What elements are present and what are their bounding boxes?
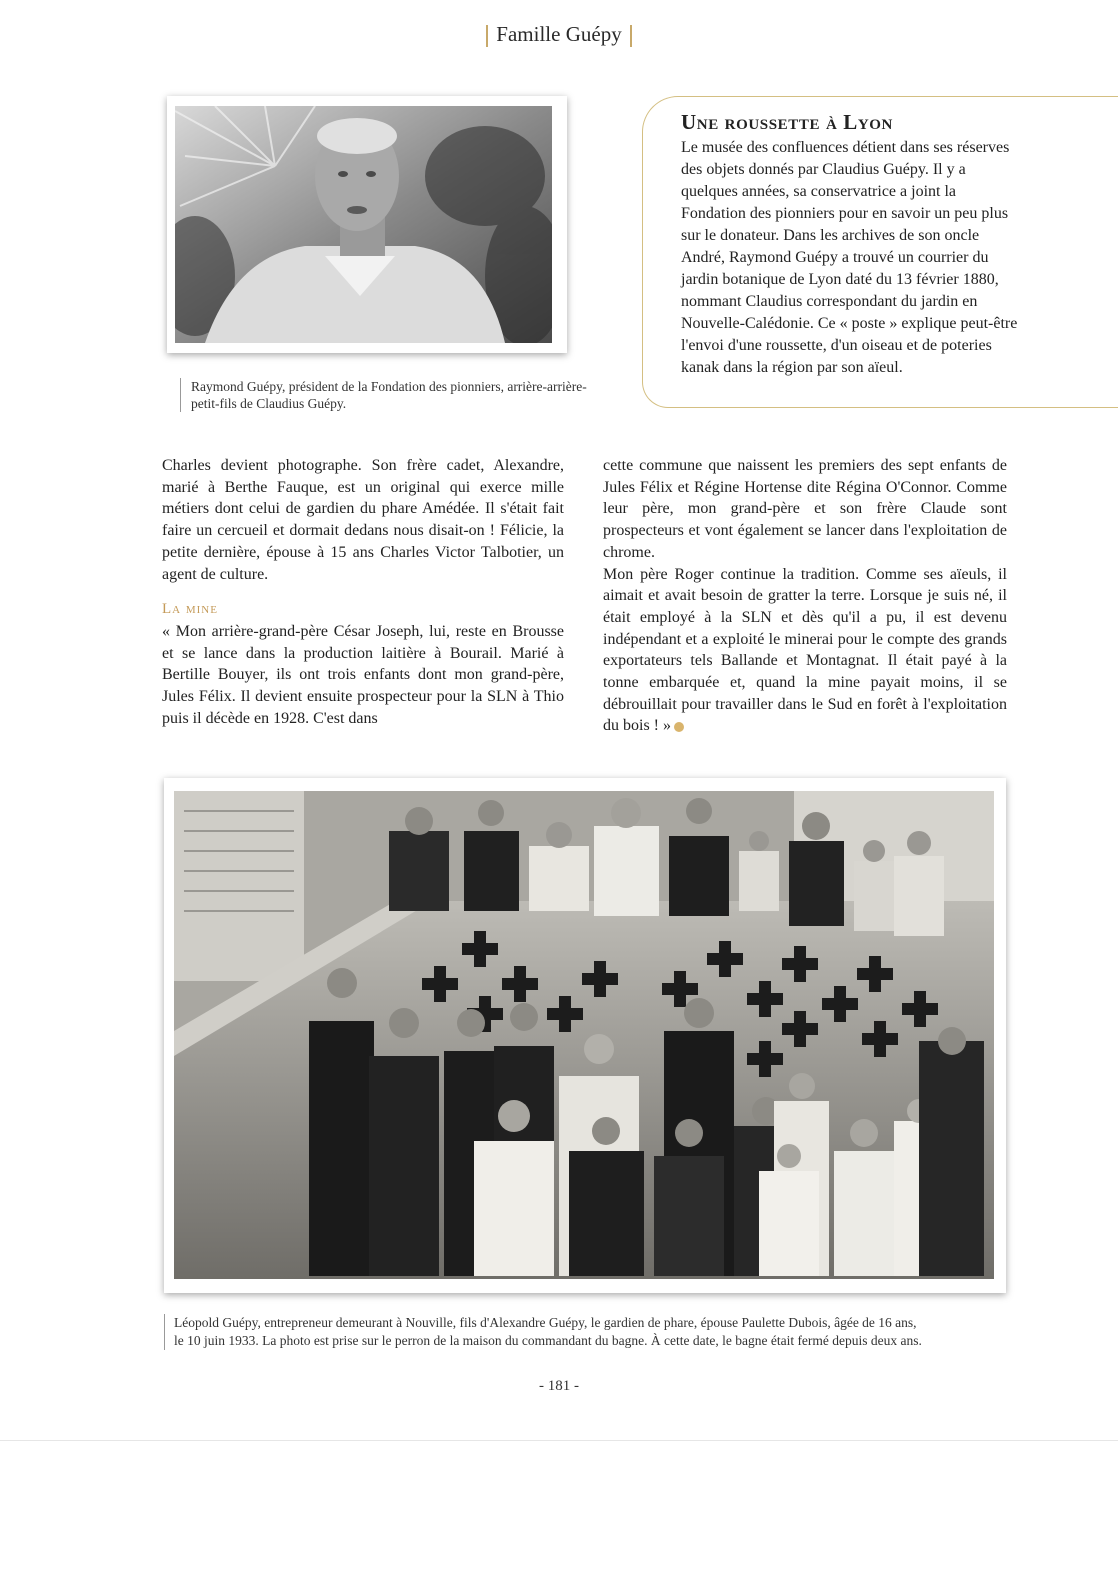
portrait-photo-frame <box>167 96 567 353</box>
article-paragraph: cette commune que naissent les premiers des sept enfants de Jules Félix et Régine Hortense dite Régina O'Connor. Comme leur père, mon grand-père et son frère Claude sont prospecteurs et vont également se lancer dans l'exploitation de chrome. <box>603 457 1007 561</box>
caption-line: Léopold Guépy, entrepreneur demeurant à Nouville, fils d'Alexandre Guépy, le gardien de phare, épouse Paulette Dubois, âgée de 16 ans, <box>174 1315 917 1330</box>
page-number: - 181 - <box>539 1378 579 1394</box>
section-subheading: La mine <box>162 601 218 618</box>
group-photo <box>174 791 994 1279</box>
article-column-left <box>162 455 564 729</box>
article-paragraph: Mon père Roger continue la tradition. Comme ses aïeuls, il aimait et avait besoin de gratter la terre. Lorsque je suis né, il était employé à la SLN et dès qu'il a pu, il est devenu indépendant et a exploité le minerai pour le compte des grands exportateurs tels Ballande et Montagnat. Il était payé à la tonne embarquée et, quand la mine payait moins, il se débrouillait pour travailler dans le Sud en forêt à l'exploitation du bois ! » <box>603 565 1007 735</box>
sidebar-title: Une roussette à Lyon <box>681 110 893 134</box>
end-mark-icon <box>674 722 684 732</box>
portrait-photo <box>175 106 552 343</box>
portrait-caption: Raymond Guépy, président de la Fondation des pionniers, arrière-arrière-petit-fils de Claudius Guépy. <box>180 378 591 412</box>
sidebar-text: Le musée des confluences détient dans ses réserves des objets donnés par Claudius Guépy. Il y a quelques années, sa conservatrice a joint la Fondation des pionniers pour en savoir un peu plus sur le donateur. Dans les archives de son oncle André, Raymond Guépy a trouvé un courrier du jardin botanique de Lyon daté du 13 février 1880, nommant Claudius correspondant du jardin en Nouvelle-Calédonie. Ce « poste » explique peut-être l'envoi d'une roussette, d'un oiseau et de poteries kanak dans la région par son aïeul. <box>681 139 1018 376</box>
header-rule-right <box>630 25 632 47</box>
sidebar-box <box>642 96 1118 408</box>
article-paragraph: « Mon arrière-grand-père César Joseph, lui, reste en Brousse et se lance dans la production laitière à Bourail. Marié à Bertille Bouyer, ils ont trois enfants dont mon grand-père, Jules Félix. Il devient ensuite prospecteur pour la SLN à Thio puis il décède en 1928. C'est dans <box>162 622 564 727</box>
article-paragraph-end <box>603 564 1007 738</box>
running-header <box>0 22 1118 47</box>
group-photo-frame <box>164 778 1006 1293</box>
header-rule-left <box>486 25 488 47</box>
article-paragraph: Charles devient photographe. Son frère cadet, Alexandre, marié à Berthe Fauque, est un original qui exerce mille métiers dont celui de gardien du phare Amédée. Il s'était fait faire un cercueil et dormait dedans nous disait-on ! Félicie, la petite dernière, épouse à 15 ans Charles Victor Talbotier, un agent de culture. <box>162 457 564 583</box>
scan-margin <box>0 1440 1118 1579</box>
caption-line: le 10 juin 1933. La photo est prise sur le perron de la maison du commandant du bagne. À cette date, le bagne était fermé depuis deux ans. <box>174 1333 922 1348</box>
group-photo-caption <box>164 1314 1004 1350</box>
article-column-right <box>603 455 1007 737</box>
header-title: Famille Guépy <box>496 22 622 46</box>
